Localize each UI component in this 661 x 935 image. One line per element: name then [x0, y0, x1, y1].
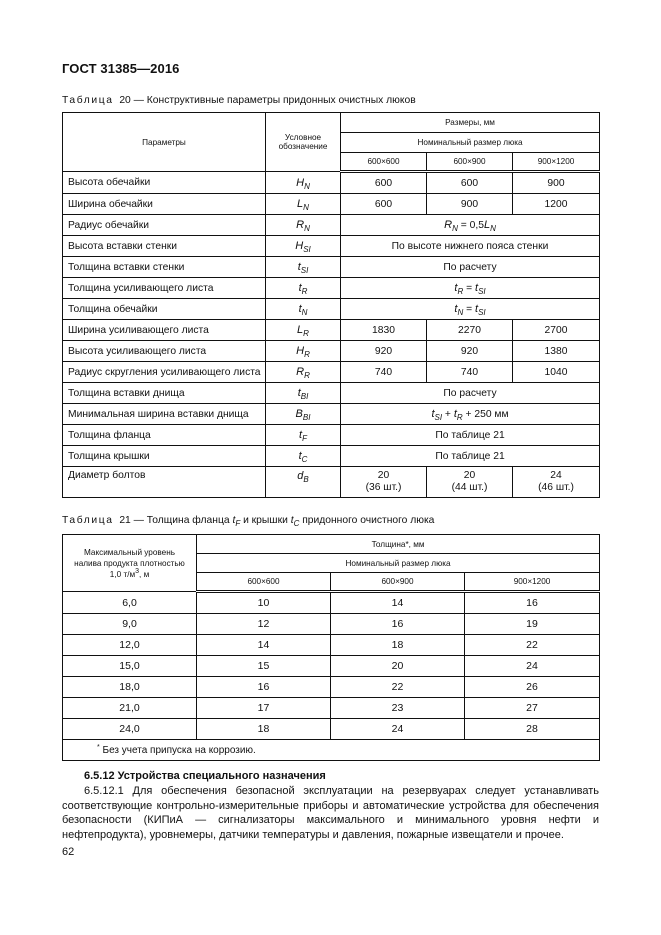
symbol-subscript: R — [303, 329, 309, 338]
designation-cell — [266, 215, 341, 236]
bolt-diameter: 20 — [463, 470, 476, 481]
symbol-subscript: R — [301, 287, 308, 296]
table-row — [63, 236, 600, 257]
thickness-cell: 22 — [465, 635, 600, 656]
header-designation: Условное обозначение — [266, 113, 341, 172]
header-size-3: 900×1200 — [465, 573, 600, 592]
level-cell: 15,0 — [63, 656, 197, 677]
bolt-count: (44 шт.) — [451, 482, 488, 493]
table-row — [63, 194, 600, 215]
designation-symbol — [299, 303, 308, 315]
table20-caption-word: Таблица — [62, 95, 114, 106]
symbol-letter: t — [475, 303, 479, 315]
merged-value-cell: По расчету — [341, 383, 600, 404]
designation-cell — [266, 299, 341, 320]
symbol-subscript: B — [303, 475, 309, 484]
caption-symbol: t — [232, 515, 236, 526]
value-cell: 900 — [427, 194, 513, 215]
value-cell: 600 — [427, 172, 513, 194]
value-cell: 900 — [513, 172, 600, 194]
value-cell: 740 — [427, 362, 513, 383]
thickness-cell: 27 — [465, 698, 600, 719]
symbol-subscript: R — [457, 287, 464, 296]
symbol-letter: R — [296, 219, 305, 231]
designation-cell — [266, 467, 341, 498]
merged-value-cell: По таблице 21 — [341, 425, 600, 446]
thickness-cell: 18 — [197, 719, 331, 740]
symbol-subscript: SI — [303, 245, 311, 254]
table-row — [63, 257, 600, 278]
merged-value-cell: По расчету — [341, 257, 600, 278]
table20-caption — [62, 95, 416, 106]
formula-text: + — [442, 409, 454, 420]
symbol-letter: t — [297, 387, 301, 399]
thickness-cell: 16 — [465, 592, 600, 614]
value-cell — [341, 467, 427, 498]
designation-symbol — [297, 470, 308, 482]
header-params: Параметры — [63, 113, 266, 172]
formula-symbol — [475, 303, 486, 315]
symbol-letter: t — [298, 282, 302, 294]
symbol-letter: t — [475, 282, 479, 294]
designation-cell — [266, 320, 341, 341]
formula-text: = — [463, 304, 475, 315]
symbol-letter: t — [297, 261, 301, 273]
symbol-subscript: F — [302, 434, 307, 443]
symbol-subscript: N — [303, 203, 309, 212]
header-thickness: Толщина*, мм — [197, 535, 600, 554]
header-level-line: , м — [139, 569, 150, 579]
thickness-cell: 24 — [465, 656, 600, 677]
designation-symbol — [297, 198, 309, 210]
param-cell: Толщина вставки днища — [63, 383, 266, 404]
value-cell: 1380 — [513, 341, 600, 362]
value-cell: 1830 — [341, 320, 427, 341]
param-cell: Толщина фланца — [63, 425, 266, 446]
table-row — [63, 425, 600, 446]
merged-value-cell — [341, 215, 600, 236]
symbol-subscript: BI — [300, 392, 309, 401]
value-cell: 740 — [341, 362, 427, 383]
table-row — [63, 656, 600, 677]
symbol-letter: R — [296, 366, 305, 378]
table-row — [63, 172, 600, 194]
symbol-letter: L — [297, 324, 304, 336]
header-size-1: 600×600 — [197, 573, 331, 592]
designation-cell — [266, 257, 341, 278]
symbol-letter: L — [483, 219, 491, 231]
header-size-1: 600×600 — [341, 153, 427, 172]
designation-symbol — [298, 261, 309, 273]
param-cell: Радиус скругления усиливающего листа — [63, 362, 266, 383]
designation-symbol — [299, 450, 308, 462]
level-cell: 18,0 — [63, 677, 197, 698]
formula-symbol — [475, 282, 486, 294]
header-size-2: 600×900 — [427, 153, 513, 172]
symbol-subscript: SI — [434, 413, 443, 422]
formula-text: = — [463, 283, 475, 294]
param-cell: Высота вставки стенки — [63, 236, 266, 257]
table-row — [63, 278, 600, 299]
level-cell: 21,0 — [63, 698, 197, 719]
symbol-letter: L — [297, 198, 304, 210]
symbol-letter: t — [298, 450, 302, 462]
header-level-line: Максимальный уровень — [84, 547, 175, 557]
symbol-letter: H — [295, 240, 304, 252]
thickness-cell: 20 — [331, 656, 465, 677]
symbol-letter: t — [298, 303, 302, 315]
designation-symbol — [296, 219, 310, 231]
symbol-subscript: SI — [478, 287, 486, 296]
param-cell: Высота усиливающего листа — [63, 341, 266, 362]
symbol-subscript: N — [301, 308, 308, 317]
designation-symbol — [296, 366, 310, 378]
header-nominal: Номинальный размер люка — [341, 133, 600, 153]
table-row — [63, 320, 600, 341]
symbol-letter: t — [454, 282, 458, 294]
param-cell: Ширина усиливающего листа — [63, 320, 266, 341]
caption-symbol: t — [290, 515, 294, 526]
symbol-subscript: N — [457, 308, 464, 317]
bolt-diameter: 20 — [377, 470, 390, 481]
section-paragraph: 6.5.12.1 Для обеспечения безопасной эксплуатации на резервуарах следует устанавливать соответствующие контрольно-измерительные приборы и автоматические устройства для обеспечения безопасности (КИПиА — сигнализаторы максимального и минимального уровня нефти и нефтепродукта), уровнемеры, датчики температуры и давления, пожарные извещатели и прочее. — [62, 785, 599, 841]
level-cell: 6,0 — [63, 592, 197, 614]
symbol-letter: t — [453, 408, 457, 420]
symbol-letter: t — [431, 408, 435, 420]
designation-cell — [266, 341, 341, 362]
table-row — [63, 383, 600, 404]
value-cell: 1040 — [513, 362, 600, 383]
formula-symbol — [484, 219, 496, 231]
footnote-text: Без учета припуска на коррозию. — [99, 745, 256, 756]
table-20 — [62, 112, 600, 498]
param-cell: Толщина усиливающего листа — [63, 278, 266, 299]
param-cell: Диаметр болтов — [63, 467, 266, 498]
value-cell — [427, 467, 513, 498]
param-cell: Ширина обечайки — [63, 194, 266, 215]
header-level-line: налива продукта плотностью — [74, 558, 185, 568]
symbol-subscript: SI — [300, 266, 309, 275]
designation-cell — [266, 383, 341, 404]
symbol-subscript: N — [490, 224, 496, 233]
param-cell: Толщина обечайки — [63, 299, 266, 320]
value-cell: 600 — [341, 172, 427, 194]
designation-symbol — [296, 408, 311, 420]
thickness-cell: 14 — [331, 592, 465, 614]
designation-symbol — [297, 324, 309, 336]
thickness-cell: 19 — [465, 614, 600, 635]
value-cell: 1200 — [513, 194, 600, 215]
header-nominal: Номинальный размер люка — [197, 554, 600, 573]
symbol-letter: H — [296, 176, 305, 189]
caption-text: 21 — Толщина фланца — [119, 515, 233, 526]
bolt-count: (46 шт.) — [538, 482, 574, 493]
table21-caption — [62, 515, 434, 526]
formula-symbol — [444, 219, 458, 231]
symbol-subscript: BI — [302, 413, 311, 422]
formula-symbol — [454, 303, 463, 315]
symbol-letter: B — [295, 408, 303, 420]
param-cell: Толщина крышки — [63, 446, 266, 467]
merged-value-cell — [341, 299, 600, 320]
formula-symbol — [431, 408, 442, 420]
header-level — [63, 535, 197, 592]
thickness-cell: 12 — [197, 614, 331, 635]
param-cell: Высота обечайки — [63, 172, 266, 194]
header-size-3: 900×1200 — [513, 153, 600, 172]
symbol-subscript: SI — [478, 308, 486, 317]
merged-value-cell: По высоте нижнего пояса стенки — [341, 236, 600, 257]
value-cell: 600 — [341, 194, 427, 215]
formula-symbol — [454, 282, 463, 294]
table-row — [63, 719, 600, 740]
table-row — [63, 215, 600, 236]
table-row — [63, 362, 600, 383]
symbol-subscript: C — [301, 455, 308, 464]
table-row — [63, 299, 600, 320]
header-level-sup: 3 — [135, 567, 140, 575]
param-cell: Радиус обечайки — [63, 215, 266, 236]
table-row — [63, 341, 600, 362]
param-cell: Минимальная ширина вставки днища — [63, 404, 266, 425]
symbol-letter: t — [454, 303, 458, 315]
document-header: ГОСТ 31385—2016 — [62, 61, 180, 76]
thickness-cell: 16 — [331, 614, 465, 635]
table-row — [63, 592, 600, 614]
level-cell: 12,0 — [63, 635, 197, 656]
designation-symbol — [299, 282, 308, 294]
table20-caption-text: 20 — Конструктивные параметры придонных очистных люков — [119, 95, 416, 106]
thickness-cell: 28 — [465, 719, 600, 740]
thickness-cell: 23 — [331, 698, 465, 719]
table-row — [63, 446, 600, 467]
header-level-line: 1,0 т/м — [109, 569, 136, 579]
footnote-mark: * — [97, 744, 100, 751]
table-row — [63, 467, 600, 498]
page-number: 62 — [62, 846, 75, 858]
header-sizes: Размеры, мм — [341, 113, 600, 133]
caption-subscript: F — [235, 519, 241, 528]
symbol-letter: t — [299, 429, 303, 441]
designation-cell — [266, 194, 341, 215]
thickness-cell: 26 — [465, 677, 600, 698]
thickness-cell: 24 — [331, 719, 465, 740]
thickness-cell: 22 — [331, 677, 465, 698]
table-row — [63, 614, 600, 635]
designation-cell — [266, 362, 341, 383]
thickness-cell: 15 — [197, 656, 331, 677]
value-cell: 920 — [341, 341, 427, 362]
level-cell: 24,0 — [63, 719, 197, 740]
symbol-letter: d — [297, 470, 304, 482]
thickness-cell: 18 — [331, 635, 465, 656]
value-cell: 2270 — [427, 320, 513, 341]
value-cell: 2700 — [513, 320, 600, 341]
caption-text: и крышки — [240, 515, 291, 526]
designation-cell — [266, 404, 341, 425]
designation-cell — [266, 172, 341, 194]
merged-value-cell — [341, 404, 600, 425]
designation-symbol — [296, 177, 310, 189]
caption-subscript: C — [293, 519, 300, 528]
table-row — [63, 698, 600, 719]
thickness-cell: 14 — [197, 635, 331, 656]
caption-text: придонного очистного люка — [299, 515, 435, 526]
designation-cell — [266, 278, 341, 299]
designation-cell — [266, 236, 341, 257]
thickness-cell: 10 — [197, 592, 331, 614]
thickness-cell: 16 — [197, 677, 331, 698]
designation-cell — [266, 446, 341, 467]
symbol-subscript: N — [452, 224, 458, 233]
designation-cell — [266, 425, 341, 446]
level-cell: 9,0 — [63, 614, 197, 635]
symbol-letter: H — [296, 345, 305, 357]
symbol-subscript: R — [304, 350, 310, 359]
header-size-2: 600×900 — [331, 573, 465, 592]
designation-symbol — [299, 429, 307, 441]
symbol-subscript: N — [304, 224, 310, 233]
section-title: 6.5.12 Устройства специального назначения — [84, 770, 326, 782]
formula-text: = 0,5 — [457, 220, 484, 231]
designation-symbol — [298, 387, 309, 399]
designation-symbol — [295, 240, 311, 252]
merged-value-cell — [341, 278, 600, 299]
bolt-count: (36 шт.) — [365, 482, 402, 493]
value-cell — [513, 467, 600, 498]
merged-value-cell: По таблице 21 — [341, 446, 600, 467]
table-row — [63, 677, 600, 698]
table21-caption-word: Таблица — [62, 515, 114, 526]
designation-symbol — [296, 345, 310, 357]
symbol-subscript: R — [456, 413, 463, 422]
table-21 — [62, 534, 600, 761]
symbol-subscript: R — [304, 371, 310, 380]
symbol-subscript: N — [304, 181, 310, 191]
thickness-cell: 17 — [197, 698, 331, 719]
param-cell: Толщина вставки стенки — [63, 257, 266, 278]
table-row — [63, 404, 600, 425]
table21-footnote — [63, 740, 600, 761]
table-row — [63, 635, 600, 656]
symbol-letter: R — [444, 219, 453, 231]
value-cell: 920 — [427, 341, 513, 362]
formula-text: + 250 мм — [462, 409, 509, 420]
formula-symbol — [454, 408, 463, 420]
bolt-diameter: 24 — [550, 470, 562, 481]
